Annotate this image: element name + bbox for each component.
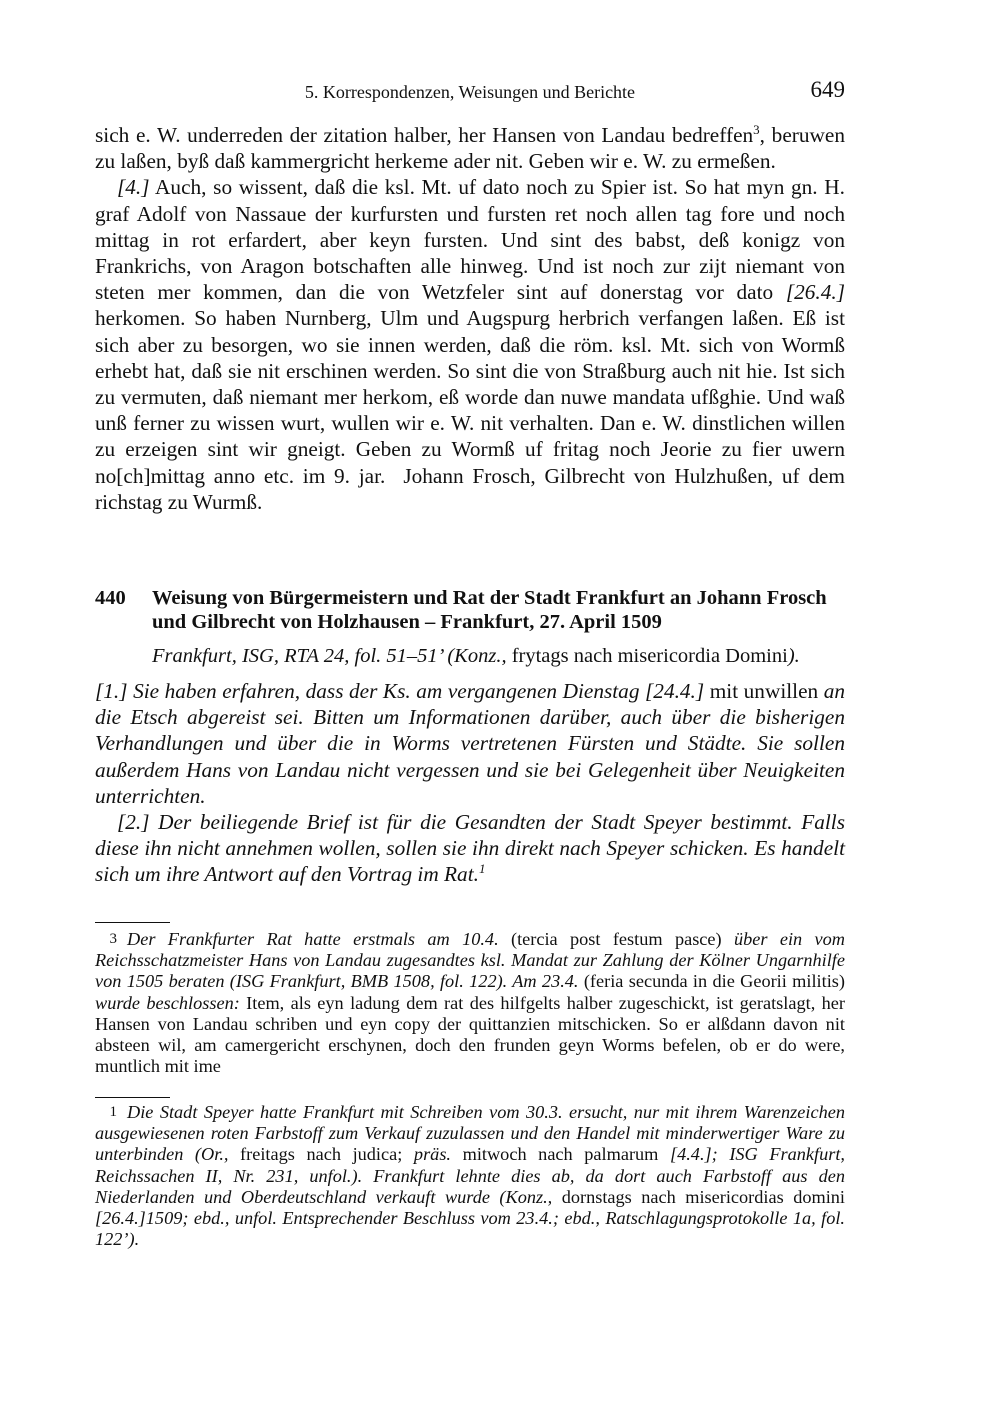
text-run: mitwoch nach palmarum	[451, 1144, 670, 1165]
text-run: Auch, so wissent, daß die ksl. Mt. uf dato noch zu Spier ist. So hat myn gn. H. graf Adolf von Nassaue der kurfursten und fursten ret noch allen tag fore und noch mittag in rot erfardert, aber keyn fursten. Und sint des babst, deß konigz von Frankrichs, von Aragon botschaften alle hinweg. Und ist noch zur zijt niemant von steten mer kommen, dan die von Wetzfeler sint auf donerstag vor dato	[95, 175, 845, 305]
text-run: Die Stadt Speyer hatte Frankfurt mit Schreiben vom 30.3. ersucht, nur mit ihrem Warenzeichen ausgewiesenen roten Farbstoff zum Verkauf zuzulassen und den Handel mit minderwertiger Ware zu unterbinden (Or.,	[95, 1102, 845, 1165]
letter-paragraph-2	[95, 174, 845, 515]
text-run: (feria secunda in die Georii militis)	[578, 971, 845, 992]
footnote-3	[95, 929, 845, 1077]
source-archive: Frankfurt, ISG, RTA 24, fol. 51–51’ (Konz.,	[152, 645, 507, 667]
letter-paragraph-1	[95, 122, 845, 174]
letter-text	[95, 122, 845, 515]
text-run: dornstags nach misericordias domini	[552, 1186, 845, 1207]
source-close: ).	[787, 645, 800, 667]
source-date: frytags nach misericordia Domini	[506, 645, 788, 667]
text-run: [2.] Der beiliegende Brief ist für die Gesandten der Stadt Speyer bestimmt. Falls diese ihn nicht annehmen wollen, sollen sie ihn direkt nach Speyer schicken. Es handelt sich um ihre Antwort auf den Vortrag im Rat.	[95, 810, 845, 887]
page-number: 649	[810, 77, 845, 102]
regest-paragraph-1	[95, 678, 845, 809]
text-run: herkomen. So haben Nurnberg, Ulm und Augspurg herbrich verfangen laßen. Eß ist sich aber zu besorgen, wo sie innen werden, daß die röm. ksl. Mt. sich von Wormß erhebt hat, daß sie nit erschinen werden. So sint die von Straßburg auch nit hie. Ist sich zu vermuten, daß niemant mer herkom, eß worde dan nuwe mandata ufßghie. Und waß unß ferner zu wissen wurt, wullen wir e. W. nit verhalten. Dan e. W. dinstlichen willen zu erzeigen sint wir gneigt. Geben zu Wormß uf fritag noch Jeorie zu fier uwern no[ch]mittag anno etc. im 9. jar.	[95, 306, 845, 488]
text-run: Der Frankfurter Rat hatte erstmals am 10.4.	[127, 929, 499, 949]
regest-text	[95, 678, 845, 888]
footnote-rule	[95, 1097, 170, 1098]
footnote-number: 1	[109, 1104, 117, 1120]
running-title: 5. Korrespondenzen, Weisungen und Berichte	[304, 82, 636, 102]
text-run: sich e. W. underreden der zitation halber, her Hansen von Landau bedreffen	[95, 123, 754, 147]
text-run: präs.	[413, 1144, 452, 1165]
document-heading	[95, 586, 845, 634]
running-header	[95, 77, 845, 108]
footnote-1	[95, 1102, 845, 1250]
text-run: Item, als eyn ladung dem rat des hilfgelts halber zugeschickt, ist geratslagt, her Hansen von Landau schriben und eyn copy der quittanzien mitschicken. So er alßdann davon nit absteen wil, am camergericht erschynen, doch den frunden geyn Worms befelen, ob er do were, muntlich mit ime	[95, 992, 845, 1077]
text-run: , beruwen zu laßen, byß daß kammergricht herkeme ader nit. Geben wir e. W. zu ermeßen.	[95, 123, 845, 174]
text-run: an die Etsch abgereist sei. Bitten um Informationen darüber, auch über die bisherigen Verhandlungen und über die in Worms vertretenen Fürsten und Städte. Sie sollen außerdem Hans von Landau nicht vergessen und sie bei Gelegenheit über Neuigkeiten unterrichten.	[95, 679, 846, 808]
signature: Johann Frosch, Gilbrecht von Hulzhußen, uf dem richstag zu Wurmß.	[95, 463, 845, 514]
text-run: [1.] Sie haben erfahren, dass der Ks. am vergangenen Dienstag [24.4.]	[95, 679, 705, 703]
text-run: freitags nach judica;	[228, 1144, 414, 1165]
footnote-rule	[95, 922, 170, 923]
footnote-ref-1[interactable]: 1	[478, 861, 486, 877]
footnote-number: 3	[109, 931, 117, 947]
text-run: [4.4.]; ISG Frankfurt, Reichssachen II, Nr. 231, unfol.). Frankfurt lehnte dies ab, da dort auch Farbstoff aus den Niederlanden und Oberdeutschland verkauft wurde (Konz.,	[95, 1144, 845, 1207]
regest-paragraph-2	[95, 809, 845, 888]
text-run: wurde beschlossen:	[95, 992, 240, 1013]
text-run: über ein vom Reichsschatzmeister Hans von Landau zugesandtes ksl. Mandat zur Zahlung der Kölner Ungarnhilfe von 1505 beraten (ISG Frankfurt, BMB 1508, fol. 122). Am 23.4.	[95, 929, 845, 992]
paragraph-number: [4.]	[117, 175, 150, 200]
document-title: Weisung von Bürgermeistern und Rat der Stadt Frankfurt an Johann Frosch und Gilbrecht von Holzhausen – Frankfurt, 27. April 1509	[152, 587, 827, 633]
source-reference	[152, 644, 845, 668]
text-run: [26.4.]1509; ebd., unfol. Entsprechender Beschluss vom 23.4.; ebd., Ratschlagungsprotokolle 1a, fol. 122’).	[95, 1208, 845, 1250]
quoted-source-text: mit unwillen	[704, 679, 824, 703]
text-run: (tercia post festum pasce)	[498, 929, 734, 949]
document-number: 440	[95, 587, 126, 609]
date-annotation: [26.4.]	[785, 280, 845, 305]
footnote-ref-3[interactable]: 3	[753, 122, 760, 137]
